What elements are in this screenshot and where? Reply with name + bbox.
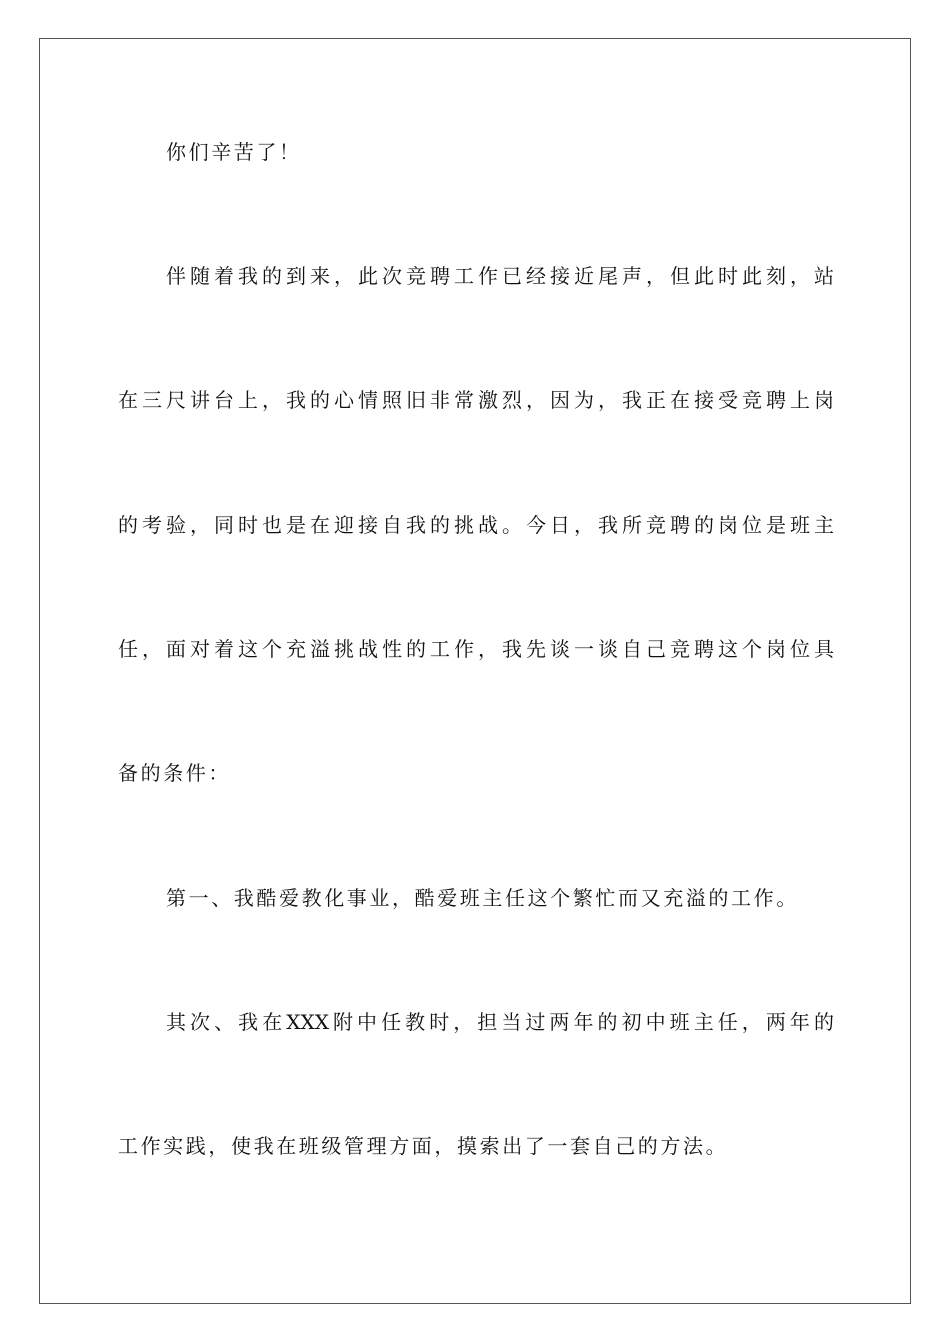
text-glyph: 其 [166,1010,186,1034]
text-glyph: ， [646,264,666,288]
text-glyph: 充 [286,637,306,661]
text-glyph: 的 [118,513,138,537]
text-glyph: 刻 [766,264,786,288]
text-glyph: 站 [814,264,834,288]
text-glyph: 受 [718,388,738,412]
text-glyph: 正 [646,388,666,412]
text-line-paragraph-1-line-4 [118,637,834,661]
text-glyph: 所 [622,513,642,537]
text-glyph: 接 [550,264,570,288]
text-glyph: 战 [358,637,378,661]
text-glyph: 自 [382,513,402,537]
text-glyph: 任 [717,1010,738,1034]
text-glyph: 我 [406,513,426,537]
text-glyph: 时 [238,513,258,537]
text-line-paragraph-1-line-1 [166,264,834,288]
text-glyph: 担 [477,1010,498,1034]
text-glyph: 是 [766,513,786,537]
text-glyph: 任 [118,637,138,661]
text-glyph: 着 [214,264,234,288]
text-glyph: 岗 [766,637,786,661]
text-glyph: 但 [670,264,690,288]
text-glyph: 挑 [454,513,474,537]
text-glyph: ， [190,513,210,537]
text-glyph: 主 [814,513,834,537]
text-glyph: 个 [742,637,762,661]
text-glyph: 接 [694,388,714,412]
text-glyph: 照 [382,388,402,412]
text-glyph: 聘 [430,264,450,288]
text-glyph: 竞 [670,637,690,661]
text-glyph: XXX [286,1010,329,1034]
text-glyph: 年 [573,1010,594,1034]
text-glyph: 班 [669,1010,690,1034]
text-glyph: 非 [430,388,450,412]
text-glyph: 工 [430,637,450,661]
text-line-paragraph-3-line-1 [166,1010,834,1034]
text-glyph: 次 [190,1010,211,1034]
text-glyph: 。 [502,513,522,537]
text-glyph: 先 [526,637,546,661]
text-glyph: 具 [814,637,834,661]
text-glyph: 竞 [646,513,666,537]
text-glyph: 岗 [814,388,834,412]
text-glyph: 我 [238,1010,259,1034]
text-glyph: 此 [742,264,762,288]
text-glyph: 性 [382,637,402,661]
text-glyph: ， [142,637,162,661]
text-glyph: 同 [214,513,234,537]
text-glyph: 对 [190,637,210,661]
text-line-paragraph-2: 第一、我酷爱教化事业，酷爱班主任这个繁忙而又充溢的工作。 [166,886,799,910]
text-glyph: 初 [621,1010,642,1034]
text-glyph: 来 [310,264,330,288]
text-line-greeting: 你们辛苦了！ [166,140,302,164]
text-glyph: ， [262,388,282,412]
text-glyph: 任 [381,1010,402,1034]
text-glyph: 常 [454,388,474,412]
text-glyph: 位 [742,513,762,537]
text-glyph: 伴 [166,264,186,288]
text-glyph: ， [741,1010,762,1034]
text-glyph: 、 [214,1010,235,1034]
text-glyph: 日 [550,513,570,537]
text-glyph: 经 [526,264,546,288]
text-glyph: 已 [502,264,522,288]
text-glyph: 作 [478,264,498,288]
text-glyph: 时 [429,1010,450,1034]
text-glyph: 两 [765,1010,786,1034]
text-glyph: 中 [357,1010,378,1034]
text-glyph: 心 [334,388,354,412]
text-glyph: 的 [694,513,714,537]
text-glyph: 作 [454,637,474,661]
text-glyph: 随 [190,264,210,288]
text-glyph: 谈 [550,637,570,661]
text-glyph: 讲 [190,388,210,412]
text-line-paragraph-1-line-2 [118,388,834,412]
text-glyph: 主 [693,1010,714,1034]
text-glyph: 旧 [406,388,426,412]
text-glyph: 过 [525,1010,546,1034]
text-glyph: 验 [166,513,186,537]
text-glyph: 年 [789,1010,810,1034]
text-glyph: 中 [645,1010,666,1034]
text-glyph: 情 [358,388,378,412]
text-glyph: 在 [262,1010,283,1034]
text-glyph: 的 [430,513,450,537]
text-glyph: 的 [406,637,426,661]
text-glyph: 烈 [502,388,522,412]
text-glyph: 聘 [766,388,786,412]
text-glyph: 的 [262,264,282,288]
text-glyph: 我 [622,388,642,412]
page-border [39,38,911,1304]
text-glyph: 也 [262,513,282,537]
text-glyph: 因 [550,388,570,412]
text-glyph: ， [598,388,618,412]
text-glyph: 台 [214,388,234,412]
text-glyph: 此 [694,264,714,288]
text-glyph: 在 [670,388,690,412]
text-glyph: 时 [718,264,738,288]
text-glyph: 上 [238,388,258,412]
text-line-paragraph-3-line-2: 工作实践，使我在班级管理方面，摸索出了一套自己的方法。 [118,1134,729,1158]
text-glyph: 教 [405,1010,426,1034]
text-glyph: 战 [478,513,498,537]
text-line-paragraph-1-line-3 [118,513,834,537]
text-glyph: 我 [502,637,522,661]
text-glyph: 激 [478,388,498,412]
text-glyph: 在 [118,388,138,412]
text-glyph: 尺 [166,388,186,412]
text-glyph: 的 [813,1010,834,1034]
text-glyph: 在 [310,513,330,537]
text-glyph: 我 [238,264,258,288]
text-glyph: 今 [526,513,546,537]
text-glyph: ， [478,637,498,661]
text-glyph: 附 [333,1010,353,1034]
text-line-paragraph-1-line-5: 备的条件： [118,761,231,785]
text-glyph: 是 [286,513,306,537]
text-glyph: 聘 [670,513,690,537]
text-glyph: 着 [214,637,234,661]
text-glyph: 上 [790,388,810,412]
text-glyph: 挑 [334,637,354,661]
text-glyph: 个 [262,637,282,661]
text-glyph: 声 [622,264,642,288]
text-glyph: 我 [598,513,618,537]
text-glyph: 的 [310,388,330,412]
text-glyph: 岗 [718,513,738,537]
text-glyph: 到 [286,264,306,288]
text-glyph: 考 [142,513,162,537]
text-glyph: 己 [646,637,666,661]
text-glyph: 为 [574,388,594,412]
text-glyph: ， [790,264,810,288]
text-glyph: 自 [622,637,642,661]
text-glyph: 的 [597,1010,618,1034]
text-glyph: 班 [790,513,810,537]
text-glyph: 接 [358,513,378,537]
text-glyph: 聘 [694,637,714,661]
text-glyph: 一 [574,637,594,661]
text-glyph: 溢 [310,637,330,661]
text-glyph: 迎 [334,513,354,537]
text-glyph: 谈 [598,637,618,661]
text-glyph: 竞 [742,388,762,412]
text-glyph: 竞 [406,264,426,288]
text-glyph: ， [574,513,594,537]
text-glyph: 两 [549,1010,570,1034]
text-glyph: 三 [142,388,162,412]
text-glyph: 我 [286,388,306,412]
text-glyph: 位 [790,637,810,661]
text-glyph: 近 [574,264,594,288]
text-glyph: 面 [166,637,186,661]
text-glyph: 当 [501,1010,522,1034]
text-glyph: 这 [718,637,738,661]
text-glyph: ， [334,264,354,288]
text-glyph: 工 [454,264,474,288]
text-glyph: ， [526,388,546,412]
text-glyph: 这 [238,637,258,661]
text-glyph: 尾 [598,264,618,288]
text-glyph: 次 [382,264,402,288]
text-glyph: ， [453,1010,474,1034]
text-glyph: 此 [358,264,378,288]
